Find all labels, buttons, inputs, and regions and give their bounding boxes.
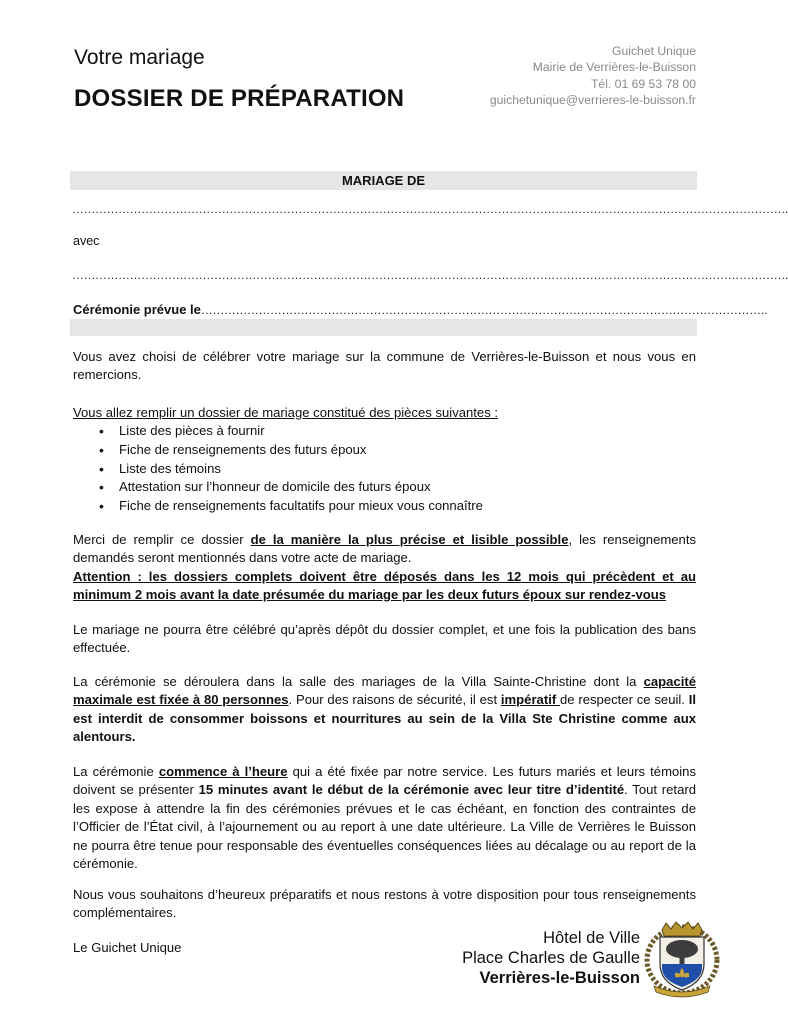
emphasis-heure: commence à l’heure (158, 764, 288, 779)
closing-text: Nous vous souhaitons d’heureux préparatifs et nous restons à votre disposition pour tous renseignements complémentaires. (73, 887, 696, 921)
emphasis-15-minutes: 15 minutes avant le début de la cérémonie avec leur titre d’identité (198, 782, 625, 798)
capacity-text (73, 673, 696, 747)
ceremony-line[interactable] (73, 302, 768, 317)
contact-line-office: Guichet Unique (611, 44, 696, 58)
list-item: • Fiche de renseignements des futurs époux (119, 441, 696, 460)
contact-line-email: guichetunique@verrieres-le-buisson.fr (489, 92, 696, 107)
list-item: • Liste des témoins (119, 460, 696, 479)
list-item: • Attestation sur l’honneur de domicile des futurs époux (119, 478, 696, 497)
mariage-de-bar: MARIAGE DE (70, 171, 697, 190)
bans-paragraph (73, 621, 696, 658)
instructions-text (73, 531, 696, 568)
avec-label: avec (73, 234, 100, 248)
text-span: . Pour des raisons de sécurité, il est (288, 692, 501, 708)
contact-line-mairie: Mairie de Verrières-le-Buisson (532, 60, 696, 75)
text-span: de respecter ce seuil. (560, 692, 689, 708)
header-subtitle: Votre mariage (74, 46, 205, 69)
name-line-1[interactable]: ……………………………………………………………………………………………………………………………………………………………………. (72, 202, 788, 216)
timing-text (73, 763, 696, 873)
pieces-section (73, 404, 696, 515)
emphasis-capacity: capacité maximale est fixée à 80 personnes (73, 674, 696, 708)
contact-line-phone: Tél. 01 69 53 78 00 (590, 76, 696, 91)
emphasis-imperatif: impératif (500, 692, 560, 708)
address-line-city: Verrières-le-Buisson (479, 969, 640, 987)
text-span: . Tout retard les expose à attendre la fin des cérémonies prévues et le cas échéant, en fonction des contraintes de l’Officier de l’État civil, à l’ajournement ou au report à une date ultérieure. La Ville de Verrières le Buisson ne pourra être tenue pour responsable des éventuelles conséquences liées au décalage ou au report de la cérémonie. (73, 782, 696, 872)
timing-paragraph (73, 763, 696, 873)
emphasis-precise: de la manière la plus précise et lisible possible (250, 532, 569, 547)
pieces-intro: Vous allez remplir un dossier de mariage constitué des pièces suivantes : (73, 405, 499, 420)
pieces-list (73, 422, 696, 515)
attention-notice: Attention : les dossiers complets doivent être déposés dans les 12 mois qui précèdent et au minimum 2 mois avant la date présumée du mariage par les deux futurs époux sur rendez-vous (73, 568, 696, 603)
grey-separator-bar (70, 319, 697, 336)
city-coat-of-arms-icon (644, 920, 720, 996)
text-span: , les renseignements demandés seront mentionnés dans votre acte de mariage. (73, 532, 697, 566)
emphasis-interdit: Il est interdit de consommer boissons et nourritures au sein de la Villa Ste Christine comme aux alentours. (73, 692, 697, 745)
text-span: La cérémonie (73, 764, 159, 779)
bans-text: Le mariage ne pourra être célébré qu’après dépôt du dossier complet, et une fois la publication des bans effectuée. (73, 622, 696, 656)
page-title: DOSSIER DE PRÉPARATION (74, 85, 405, 112)
closing-paragraph (73, 886, 696, 923)
ceremony-label: Cérémonie prévue le (73, 302, 201, 317)
name-line-2[interactable]: ……………………………………………………………………………………………………………………………………………………………………. (72, 268, 788, 282)
address-block (462, 928, 640, 988)
text-span: Merci de remplir ce dossier (73, 532, 251, 547)
signature: Le Guichet Unique (73, 940, 182, 955)
address-line-hotel: Hôtel de Ville (543, 929, 640, 947)
text-span: qui a été fixée par notre service. Les futurs mariés et leurs témoins doivent se présenter (73, 764, 696, 798)
list-item: • Fiche de renseignements facultatifs pour mieux vous connaître (119, 497, 696, 516)
list-item: • Liste des pièces à fournir (119, 422, 696, 441)
capacity-paragraph (73, 673, 696, 747)
address-line-place: Place Charles de Gaulle (462, 949, 640, 967)
intro-paragraph (73, 348, 696, 385)
instructions-paragraph (73, 531, 696, 605)
text-span: La cérémonie se déroulera dans la salle des mariages de la Villa Sainte-Christine dont la (73, 674, 644, 689)
intro-text: Vous avez choisi de célébrer votre mariage sur la commune de Verrières-le-Buisson et nous vous en remercions. (73, 349, 696, 383)
contact-block (490, 43, 696, 108)
ceremony-dots: …………………………………………………………………………………………………………………………………. (200, 303, 768, 317)
